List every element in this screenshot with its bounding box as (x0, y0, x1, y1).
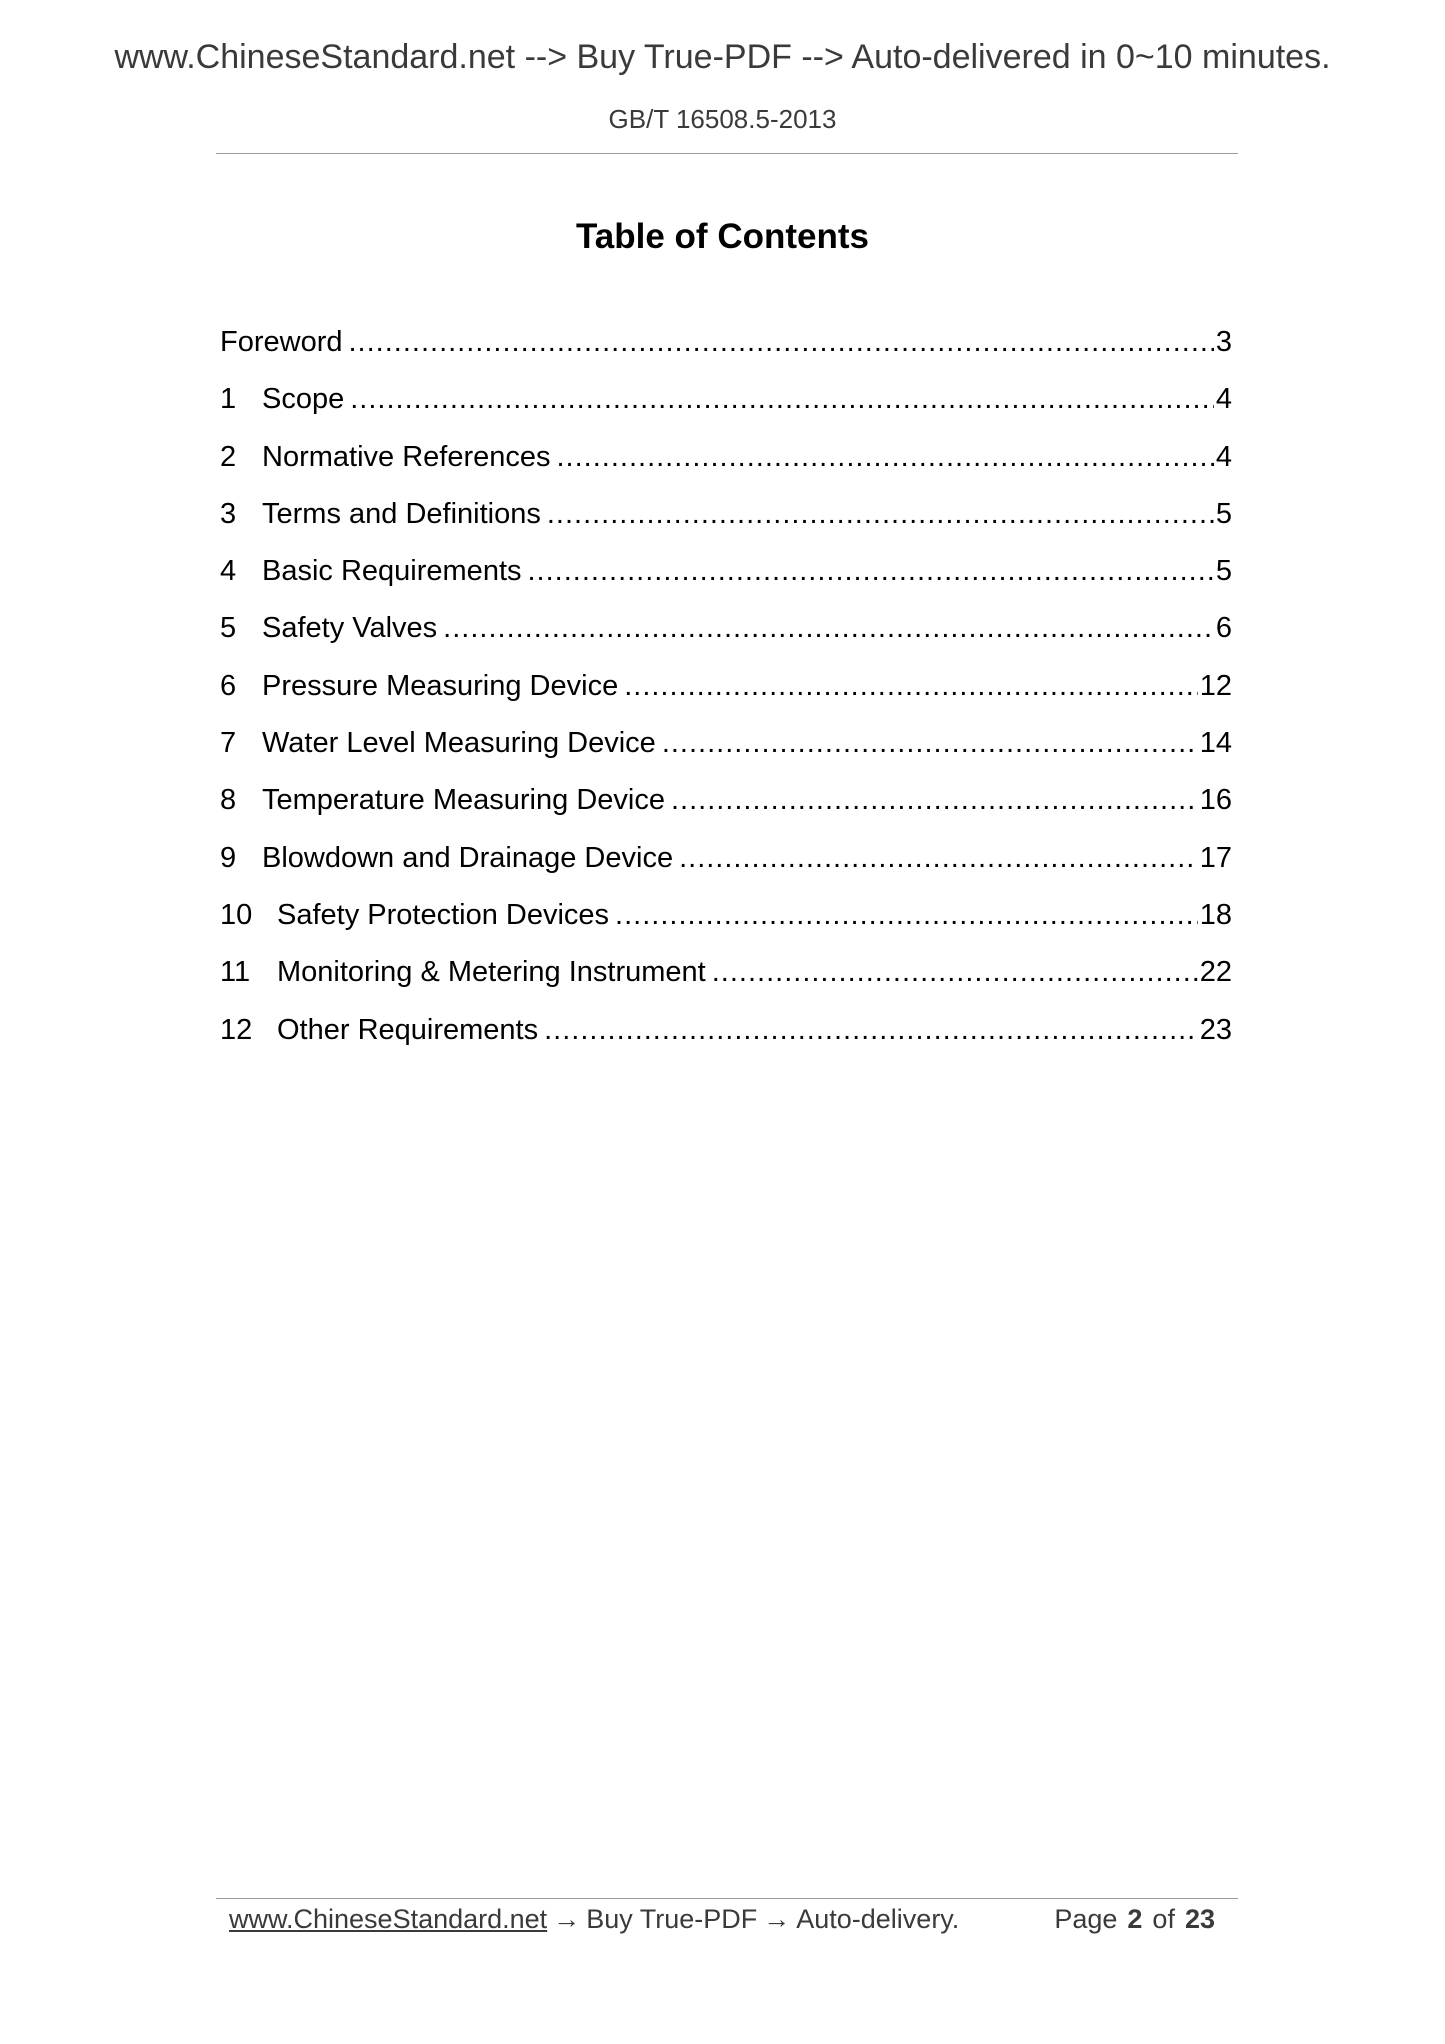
toc-entry-temperature-measuring[interactable] (220, 780, 1232, 837)
toc-entry-water-level[interactable] (220, 723, 1232, 780)
toc-entry-page: 3 (1215, 326, 1232, 358)
toc-entry-page: 17 (1199, 841, 1232, 874)
toc-entry-number: 8 (220, 784, 237, 817)
toc-entry-scope[interactable] (220, 379, 1232, 436)
toc-dot-leader (547, 494, 1214, 534)
toc-dot-leader (349, 322, 1214, 362)
toc-entry-foreword[interactable] (220, 322, 1232, 379)
toc-entry-label: Safety Protection Devices (277, 898, 610, 931)
toc-entry-label: Basic Requirements (262, 555, 522, 588)
toc-entry-terms-definitions[interactable] (220, 494, 1232, 551)
toc-entry-number: 9 (220, 841, 237, 874)
toc-dot-leader (443, 608, 1214, 648)
toc-dot-leader (615, 895, 1198, 935)
site-banner: www.ChineseStandard.net --> Buy True-PDF --> Auto-delivered in 0~10 minutes. (114, 38, 1331, 76)
footer-divider (216, 1898, 1238, 1899)
toc-entry-pressure-measuring[interactable] (220, 666, 1232, 723)
toc-entry-other-requirements[interactable] (220, 1010, 1232, 1067)
standard-code: GB/T 16508.5-2013 (608, 104, 837, 134)
toc-entry-number: 2 (220, 440, 237, 473)
of-word: of (1152, 1904, 1175, 1934)
toc-dot-leader (624, 666, 1198, 706)
toc-entry-label: Temperature Measuring Device (262, 784, 665, 817)
footer-delivery-text: Auto-delivery. (796, 1904, 960, 1934)
toc-entry-number: 7 (220, 727, 237, 760)
toc-entry-number: 3 (220, 497, 237, 530)
toc-entry-page: 12 (1199, 669, 1232, 702)
toc-entry-label: Other Requirements (277, 1013, 539, 1046)
page-counter (1054, 1904, 1225, 1935)
toc-dot-leader (679, 838, 1198, 878)
toc-entry-safety-valves[interactable] (220, 608, 1232, 665)
toc-entry-safety-protection[interactable] (220, 895, 1232, 952)
header-divider (216, 153, 1238, 154)
toc-entry-blowdown-drainage[interactable] (220, 838, 1232, 895)
arrow-right-icon: → (553, 1904, 581, 1934)
toc-entry-page: 5 (1215, 555, 1232, 588)
toc-dot-leader (662, 723, 1198, 763)
toc-entry-number: 6 (220, 669, 237, 702)
toc-dot-leader (350, 379, 1214, 419)
toc-entry-label: Scope (262, 383, 345, 416)
toc-dot-leader (528, 551, 1214, 591)
toc-entry-label: Pressure Measuring Device (262, 669, 619, 702)
toc-list (220, 322, 1232, 1067)
toc-entry-number: 5 (220, 612, 237, 645)
toc-entry-label: Safety Valves (262, 612, 438, 645)
toc-dot-leader (544, 1010, 1198, 1050)
toc-entry-monitoring-metering[interactable] (220, 952, 1232, 1009)
toc-dot-leader (557, 437, 1214, 477)
toc-entry-page: 23 (1199, 1013, 1232, 1046)
toc-entry-page: 22 (1199, 956, 1232, 989)
page-word: Page (1054, 1904, 1118, 1934)
toc-entry-normative-references[interactable] (220, 437, 1232, 494)
toc-entry-page: 5 (1215, 497, 1232, 530)
toc-dot-leader (712, 952, 1198, 992)
toc-entry-page: 16 (1199, 784, 1232, 817)
toc-entry-label: Monitoring & Metering Instrument (277, 956, 706, 989)
toc-entry-label: Water Level Measuring Device (262, 727, 656, 760)
toc-entry-basic-requirements[interactable] (220, 551, 1232, 608)
toc-entry-number: 12 (220, 1013, 253, 1046)
footer-promo (229, 1904, 959, 1935)
toc-entry-page: 14 (1199, 727, 1232, 760)
toc-title: Table of Contents (576, 217, 869, 256)
current-page-number: 2 (1127, 1904, 1143, 1934)
footer-site-link[interactable]: www.ChineseStandard.net (229, 1904, 548, 1934)
toc-entry-number: 4 (220, 555, 237, 588)
toc-entry-page: 6 (1215, 612, 1232, 645)
toc-dot-leader (671, 780, 1198, 820)
toc-entry-label: Blowdown and Drainage Device (262, 841, 674, 874)
arrow-right-icon: → (763, 1904, 791, 1934)
toc-entry-label: Terms and Definitions (262, 497, 541, 530)
toc-entry-page: 4 (1215, 383, 1232, 416)
toc-entry-number: 1 (220, 383, 237, 416)
toc-entry-label: Normative References (262, 440, 551, 473)
footer-buy-text: Buy True-PDF (586, 1904, 758, 1934)
toc-entry-number: 11 (220, 956, 251, 989)
toc-entry-number: 10 (220, 898, 253, 931)
toc-entry-page: 18 (1199, 898, 1232, 931)
toc-entry-page: 4 (1215, 440, 1232, 473)
total-pages-number: 23 (1184, 1904, 1215, 1934)
toc-entry-label: Foreword (220, 326, 343, 358)
